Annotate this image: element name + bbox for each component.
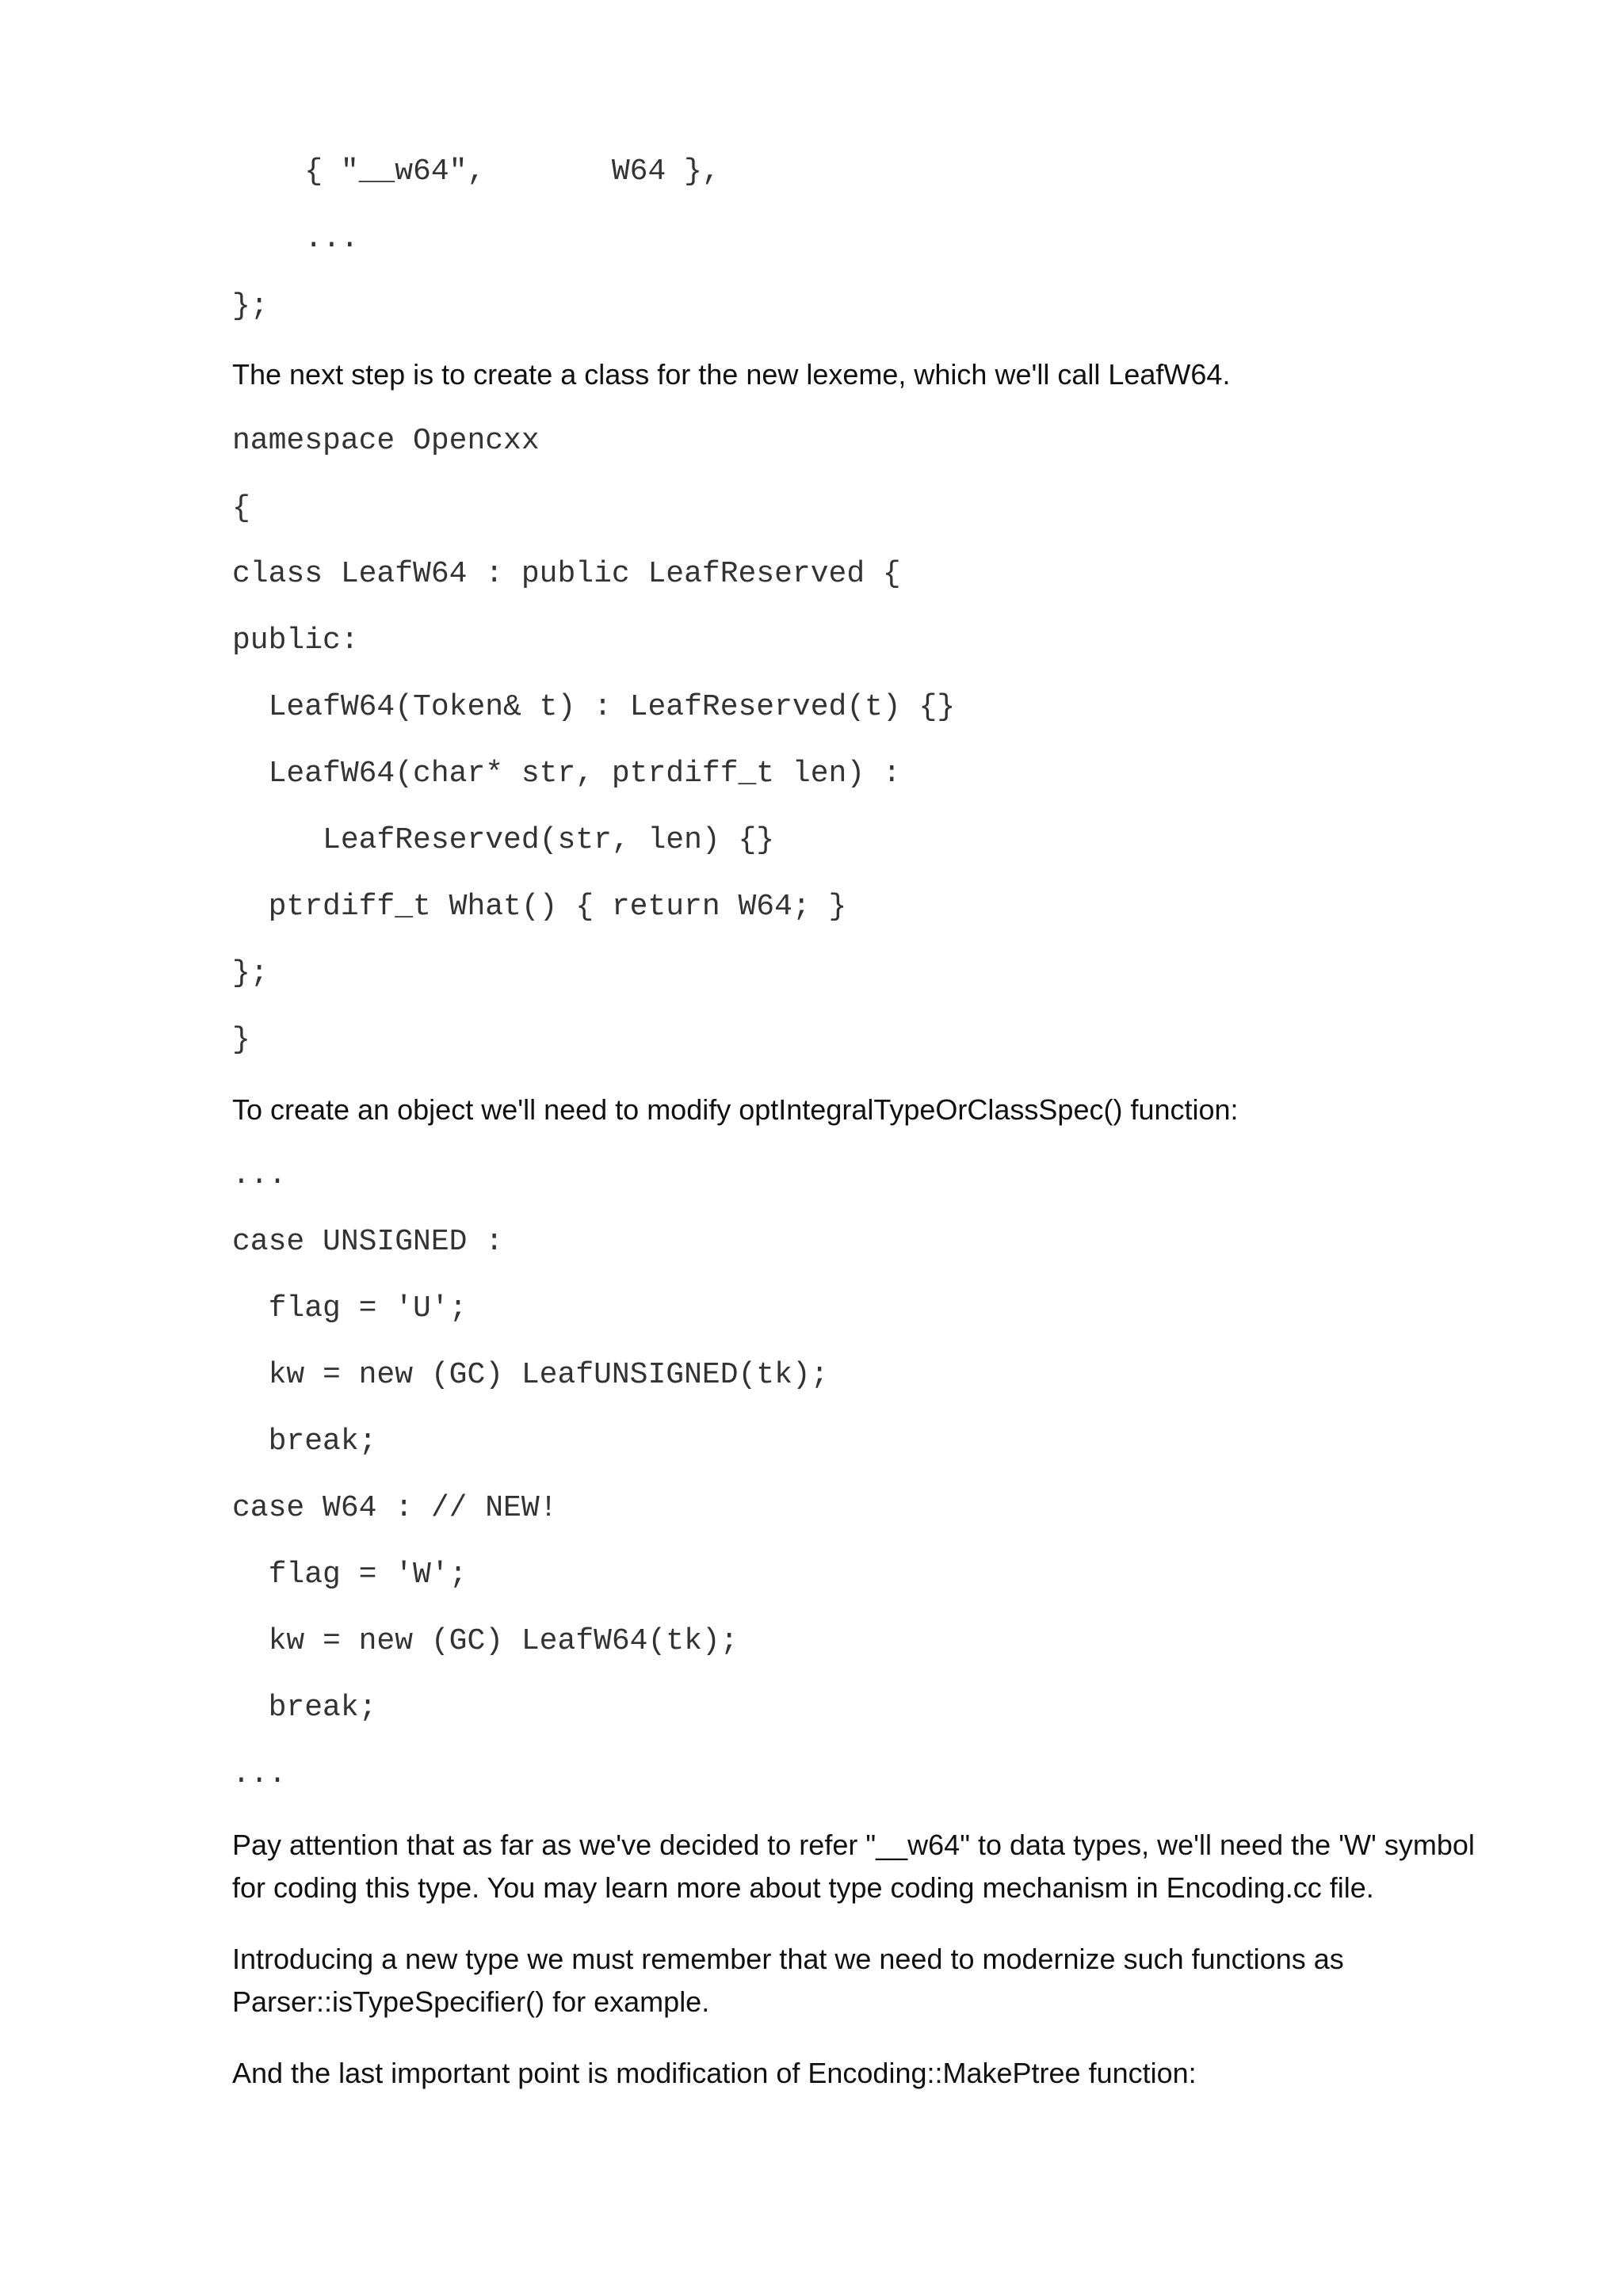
code-line: ... [232, 1158, 287, 1192]
code-line: kw = new (GC) LeafUNSIGNED(tk); [232, 1358, 829, 1392]
code-line: } [232, 1023, 250, 1057]
code-line: ptrdiff_t What() { return W64; } [232, 890, 847, 924]
paragraph: To create an object we'll need to modify optIntegralTypeOrClassSpec() function: [232, 1093, 1239, 1126]
code-line: class LeafW64 : public LeafReserved { [232, 557, 901, 591]
code-line: LeafReserved(str, len) {} [232, 823, 775, 857]
code-line: break; [232, 1425, 377, 1459]
code-line: kw = new (GC) LeafW64(tk); [232, 1624, 739, 1658]
code-line: namespace Opencxx [232, 424, 540, 458]
code-line: flag = 'U'; [232, 1291, 468, 1325]
code-line: ... [232, 1757, 287, 1791]
code-line: case UNSIGNED : [232, 1225, 504, 1259]
paragraph: Pay attention that as far as we've decided to refer "__w64" to data types, we'll need the 'W' symbol for coding this type. You may learn more about type coding mechanism in Encoding.cc file. [232, 1829, 1475, 1904]
code-line: }; [232, 289, 269, 323]
paragraph: The next step is to create a class for the new lexeme, which we'll call LeafW64. [232, 358, 1231, 391]
code-line: break; [232, 1691, 377, 1725]
code-line: }; [232, 956, 269, 990]
paragraph: And the last important point is modification of Encoding::MakePtree function: [232, 2057, 1197, 2089]
code-line: case W64 : // NEW! [232, 1491, 558, 1525]
code-line: { [232, 491, 250, 525]
code-line: ... [232, 222, 359, 256]
code-line: flag = 'W'; [232, 1558, 468, 1592]
code-line: public: [232, 624, 359, 658]
paragraph: Introducing a new type we must remember that we need to modernize such functions as Parser::isTypeSpecifier() for example. [232, 1943, 1344, 2018]
code-line: { "__w64", W64 }, [232, 154, 720, 189]
code-line: LeafW64(Token& t) : LeafReserved(t) {} [232, 690, 956, 724]
code-line: LeafW64(char* str, ptrdiff_t len) : [232, 757, 901, 791]
